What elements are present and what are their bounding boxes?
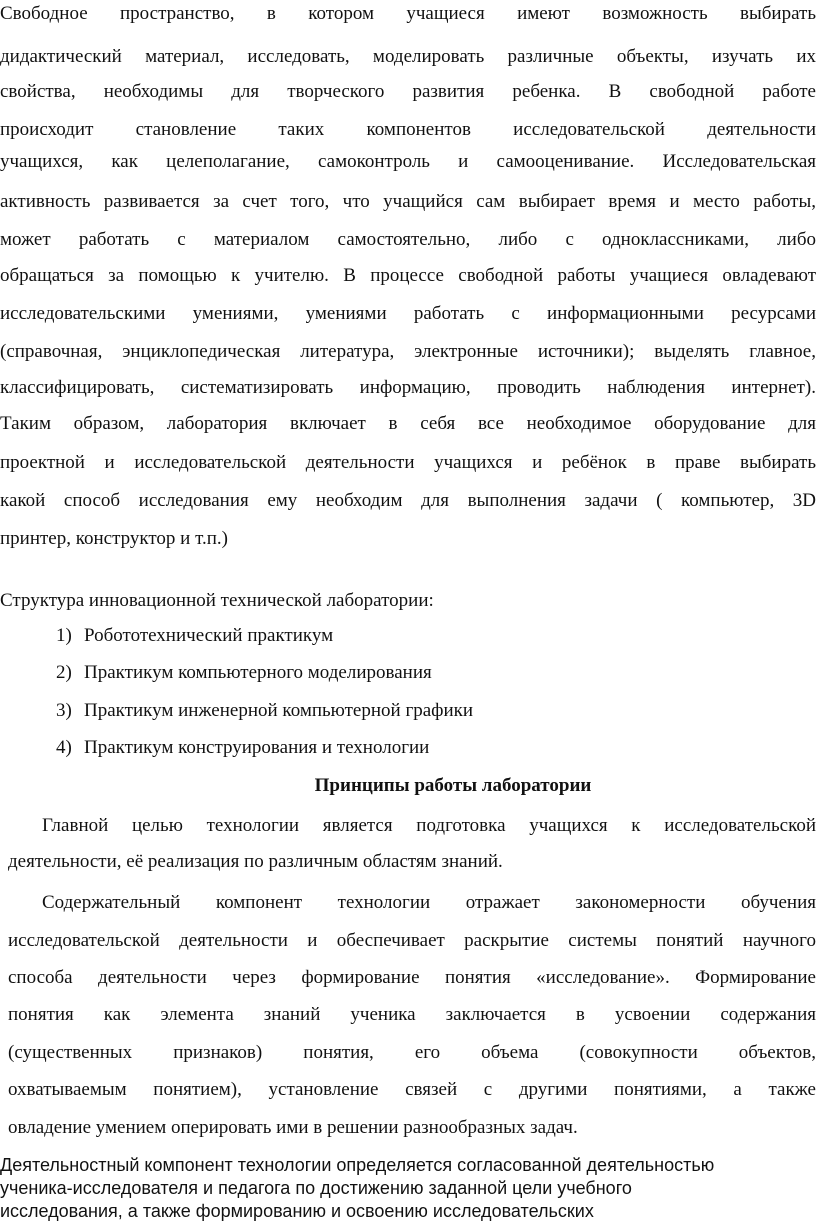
p4-line-3: исследования, а также формированию и освоению исследовательских: [0, 1201, 594, 1221]
p3-line-7: овладение умением оперировать ими в решении разнообразных задач.: [8, 1117, 578, 1138]
p1-line-13: проектной и исследовательской деятельности учащихся и ребёнок в праве выбирать: [0, 452, 816, 473]
p1-line-6: активность развивается за счет того, что учащийся сам выбирает время и место работы,: [0, 191, 816, 212]
p1-line-15: принтер, конструктор и т.п.): [0, 528, 228, 549]
list-item-text: Практикум конструирования и технологии: [84, 737, 430, 758]
p1-line-11: классифицировать, систематизировать информацию, проводить наблюдения интернет).: [0, 377, 816, 398]
list-item-number: 1): [56, 625, 72, 646]
p1-line-12: Таким образом, лаборатория включает в себя все необходимое оборудование для: [0, 413, 816, 434]
p3-line-1: Содержательный компонент технологии отражает закономерности обучения: [42, 892, 816, 913]
p4-line-2: ученика-исследователя и педагога по достижению заданной цели учебного: [0, 1178, 632, 1198]
p3-line-6: охватываемым понятием), установление связей с другими понятиями, а также: [8, 1079, 816, 1100]
p1-line-7: может работать с материалом самостоятельно, либо с одноклассниками, либо: [0, 229, 816, 250]
p1-line-9: исследовательскими умениями, умениями работать с информационными ресурсами: [0, 303, 816, 324]
list-item-number: 3): [56, 700, 72, 721]
p1-line-10: (справочная, энциклопедическая литература, электронные источники); выделять главное,: [0, 341, 816, 362]
p1-line-14: какой способ исследования ему необходим для выполнения задачи ( компьютер, 3D: [0, 490, 816, 511]
p1-line-5: учащихся, как целеполагание, самоконтроль и самооценивание. Исследовательская: [0, 151, 816, 172]
p3-line-4: понятия как элемента знаний ученика заключается в усвоении содержания: [8, 1004, 816, 1025]
p1-line-8: обращаться за помощью к учителю. В процессе свободной работы учащиеся овладевают: [0, 265, 816, 286]
list-item: [56, 624, 816, 648]
list-item-text: Практикум инженерной компьютерной графики: [84, 700, 474, 721]
p3-line-2: исследовательской деятельности и обеспечивает раскрытие системы понятий научного: [8, 930, 816, 951]
list-item-number: 2): [56, 662, 72, 683]
list-item-text: Робототехнический практикум: [84, 625, 334, 646]
p1-line-2: дидактический материал, исследовать, моделировать различные объекты, изучать их: [0, 46, 816, 67]
p3-line-5: (существенных признаков) понятия, его объема (совокупности объектов,: [8, 1042, 816, 1063]
list-item: [56, 736, 816, 760]
p1-line-1: Свободное пространство, в котором учащиеся имеют возможность выбирать: [0, 3, 816, 24]
p2-line-2: деятельности, её реализация по различным областям знаний.: [8, 851, 503, 872]
p1-line-4: происходит становление таких компонентов исследовательской деятельности: [0, 119, 816, 140]
principles-heading: Принципы работы лаборатории: [314, 775, 592, 796]
list-item-number: 4): [56, 737, 72, 758]
p2-line-1: Главной целью технологии является подготовка учащихся к исследовательской: [42, 815, 816, 836]
p1-line-3: свойства, необходимы для творческого развития ребенка. В свободной работе: [0, 81, 816, 102]
structure-title: Структура инновационной технической лаборатории:: [0, 590, 434, 611]
list-item: [56, 699, 816, 723]
list-item-text: Практикум компьютерного моделирования: [84, 662, 432, 683]
p3-line-3: способа деятельности через формирование понятия «исследование». Формирование: [8, 967, 816, 988]
list-item: [56, 661, 816, 685]
p4-line-1: Деятельностный компонент технологии определяется согласованной деятельностью: [0, 1155, 715, 1175]
